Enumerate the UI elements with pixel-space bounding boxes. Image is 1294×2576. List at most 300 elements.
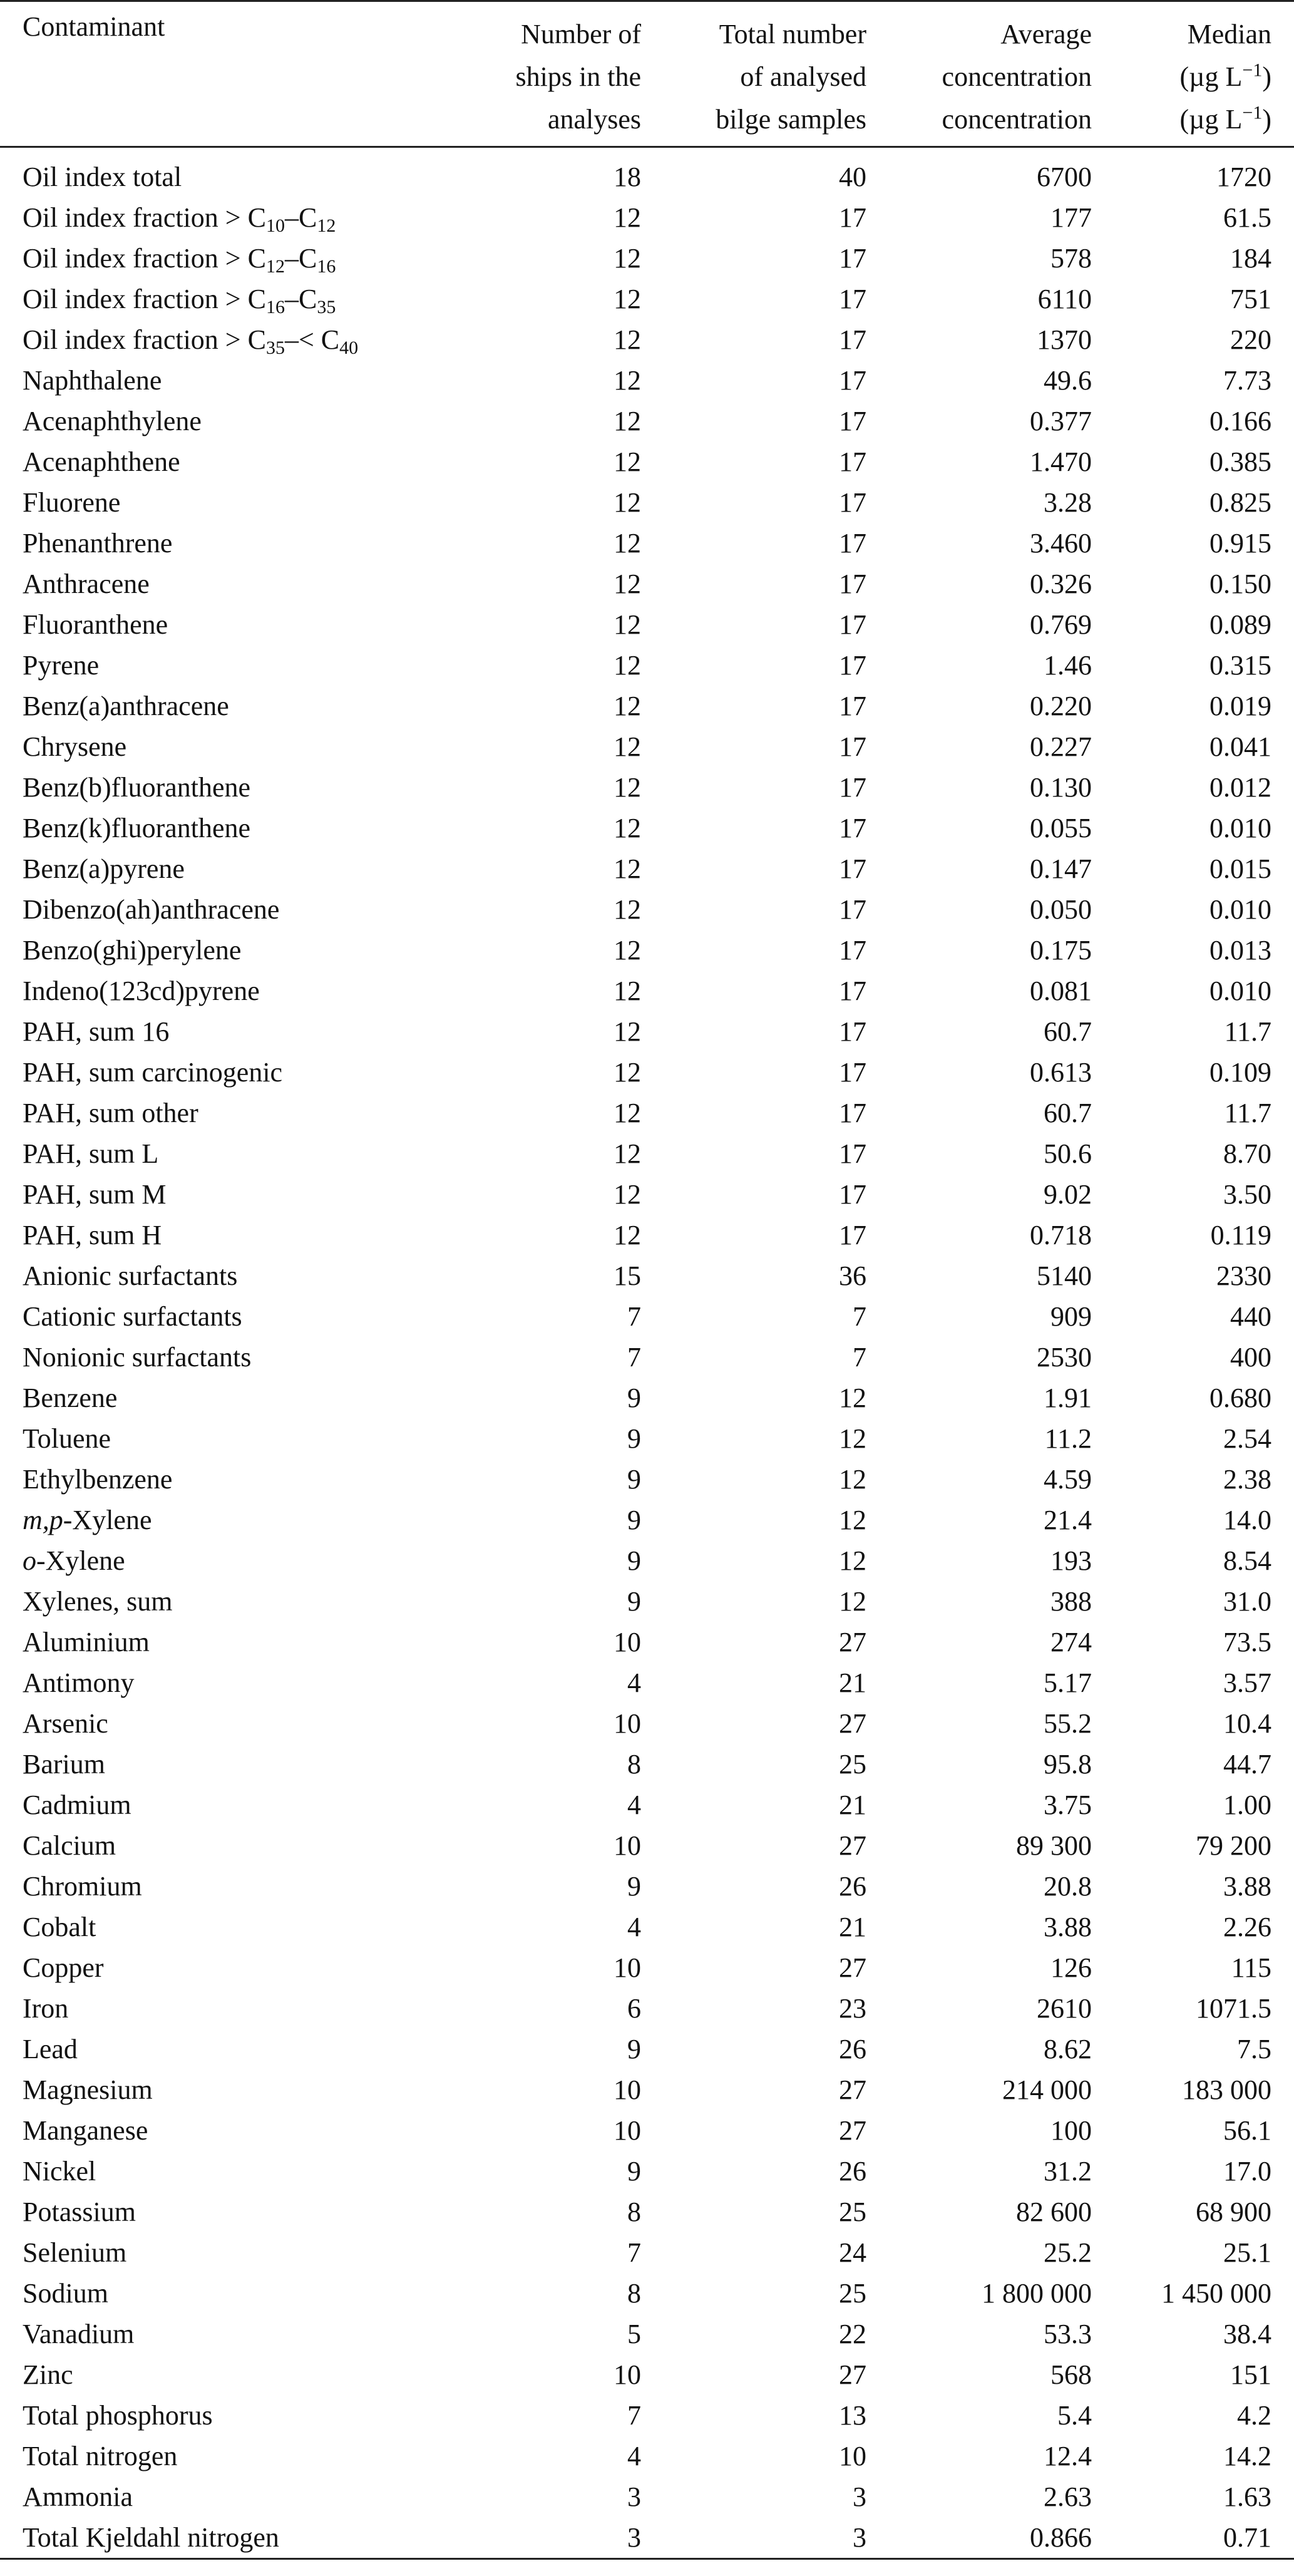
contaminant-cell: Calcium bbox=[23, 1830, 116, 1861]
ships-cell: 4 bbox=[627, 1911, 641, 1942]
contaminant-cell: Nonionic surfactants bbox=[23, 1341, 252, 1373]
table-row bbox=[0, 971, 1294, 1011]
average-cell: 8.62 bbox=[1044, 2033, 1092, 2064]
median-cell: 0.010 bbox=[1209, 975, 1271, 1006]
samples-cell: 17 bbox=[839, 649, 866, 681]
average-cell: 82 600 bbox=[1016, 2196, 1092, 2227]
average-cell: 53.3 bbox=[1044, 2318, 1092, 2349]
average-cell: 0.769 bbox=[1030, 609, 1092, 640]
header-samples-line-2: of analysed bbox=[740, 61, 866, 92]
samples-cell: 27 bbox=[839, 2359, 866, 2390]
contaminant-cell: Oil index fraction > $C_{16}-C_{35}$ bbox=[23, 283, 336, 317]
ships-cell: 9 bbox=[627, 1585, 641, 1617]
ships-cell: 4 bbox=[627, 2440, 641, 2471]
table-row bbox=[0, 1825, 1294, 1866]
ships-cell: 12 bbox=[614, 1097, 641, 1128]
table-row bbox=[0, 2314, 1294, 2354]
samples-cell: 26 bbox=[839, 2033, 866, 2064]
average-cell: 1.46 bbox=[1044, 649, 1092, 681]
table-row bbox=[0, 401, 1294, 441]
median-cell: 38.4 bbox=[1223, 2318, 1271, 2349]
header-ships-line-3: analyses bbox=[547, 104, 641, 135]
average-cell: 6110 bbox=[1037, 283, 1092, 314]
samples-cell: 27 bbox=[839, 2074, 866, 2105]
table-row bbox=[0, 930, 1294, 971]
ships-cell: 12 bbox=[614, 975, 641, 1006]
table-row bbox=[0, 1866, 1294, 1907]
header-contaminant: Contaminant bbox=[23, 11, 165, 42]
average-cell: 9.02 bbox=[1044, 1178, 1092, 1210]
average-cell: 5140 bbox=[1037, 1260, 1092, 1291]
ships-cell: 12 bbox=[614, 364, 641, 396]
samples-cell: 27 bbox=[839, 1708, 866, 1739]
median-cell: 4.2 bbox=[1237, 2399, 1271, 2431]
contaminant-cell: m,p-Xylene bbox=[23, 1504, 152, 1535]
contaminant-cell: Anionic surfactants bbox=[23, 1260, 238, 1291]
samples-cell: 13 bbox=[839, 2399, 866, 2431]
samples-cell: 21 bbox=[839, 1911, 866, 1942]
average-cell: 3.28 bbox=[1044, 487, 1092, 518]
ships-cell: 12 bbox=[614, 894, 641, 925]
average-cell: 3.88 bbox=[1044, 1911, 1092, 1942]
median-cell: 0.019 bbox=[1209, 690, 1271, 721]
average-cell: 2610 bbox=[1037, 1992, 1092, 2024]
median-cell: 0.010 bbox=[1209, 894, 1271, 925]
table-row bbox=[0, 279, 1294, 319]
median-cell: 0.71 bbox=[1223, 2522, 1271, 2553]
contaminant-cell: o-Xylene bbox=[23, 1545, 125, 1576]
table-row bbox=[0, 2354, 1294, 2395]
average-cell: 3.460 bbox=[1030, 527, 1092, 559]
header-median-line-2: (µg $L^{-1}$) bbox=[1179, 59, 1271, 92]
ships-cell: 12 bbox=[614, 853, 641, 884]
contaminant-cell: Potassium bbox=[23, 2196, 136, 2227]
median-cell: 10.4 bbox=[1223, 1708, 1271, 1739]
samples-cell: 12 bbox=[839, 1423, 866, 1454]
table-row bbox=[0, 767, 1294, 808]
ships-cell: 12 bbox=[614, 1138, 641, 1169]
table-row bbox=[0, 482, 1294, 523]
samples-cell: 12 bbox=[839, 1463, 866, 1495]
average-cell: 2.63 bbox=[1044, 2481, 1092, 2512]
average-cell: 177 bbox=[1050, 202, 1092, 233]
samples-cell: 26 bbox=[839, 1870, 866, 1902]
ships-cell: 10 bbox=[614, 1708, 641, 1739]
ships-cell: 4 bbox=[627, 1667, 641, 1698]
ships-cell: 12 bbox=[614, 283, 641, 314]
average-cell: 0.055 bbox=[1030, 812, 1092, 843]
median-cell: 0.015 bbox=[1209, 853, 1271, 884]
contaminant-cell: Fluoranthene bbox=[23, 609, 168, 640]
table-row bbox=[0, 1296, 1294, 1337]
contaminant-cell: Fluorene bbox=[23, 487, 121, 518]
table-row bbox=[0, 1581, 1294, 1622]
samples-cell: 17 bbox=[839, 568, 866, 599]
ships-cell: 18 bbox=[614, 161, 641, 192]
header-median-line-3: (µg $L^{-1}$) bbox=[1179, 102, 1271, 135]
table-row bbox=[0, 604, 1294, 645]
samples-cell: 17 bbox=[839, 446, 866, 477]
table-row bbox=[0, 1622, 1294, 1662]
samples-cell: 27 bbox=[839, 2115, 866, 2146]
average-cell: 25.2 bbox=[1044, 2237, 1092, 2268]
samples-cell: 24 bbox=[839, 2237, 866, 2268]
ships-cell: 12 bbox=[614, 1219, 641, 1250]
table-row bbox=[0, 1662, 1294, 1703]
contaminant-cell: Total Kjeldahl nitrogen bbox=[23, 2522, 279, 2553]
table-row bbox=[0, 360, 1294, 401]
header-average-line-3: concentration bbox=[942, 104, 1092, 135]
table-row bbox=[0, 2232, 1294, 2273]
contaminant-cell: Toluene bbox=[23, 1423, 111, 1454]
samples-cell: 17 bbox=[839, 812, 866, 843]
ships-cell: 12 bbox=[614, 242, 641, 274]
samples-cell: 25 bbox=[839, 1748, 866, 1780]
header-average-line-1: Average bbox=[1000, 19, 1092, 49]
table-row bbox=[0, 2395, 1294, 2436]
samples-cell: 17 bbox=[839, 1097, 866, 1128]
samples-cell: 10 bbox=[839, 2440, 866, 2471]
median-cell: 3.88 bbox=[1223, 1870, 1271, 1902]
median-cell: 0.150 bbox=[1209, 568, 1271, 599]
samples-cell: 17 bbox=[839, 894, 866, 925]
samples-cell: 27 bbox=[839, 1830, 866, 1861]
average-cell: 568 bbox=[1050, 2359, 1092, 2390]
contaminant-cell: PAH, sum carcinogenic bbox=[23, 1056, 283, 1088]
contaminant-cell: Pyrene bbox=[23, 649, 100, 681]
table-row bbox=[0, 1744, 1294, 1785]
average-cell: 6700 bbox=[1037, 161, 1092, 192]
contaminant-cell: Zinc bbox=[23, 2359, 73, 2390]
contaminant-cell: Phenanthrene bbox=[23, 527, 173, 559]
table-row bbox=[0, 197, 1294, 238]
header-ships-line-1: Number of bbox=[521, 19, 641, 49]
samples-cell: 3 bbox=[853, 2522, 866, 2553]
median-cell: 115 bbox=[1231, 1952, 1271, 1983]
contaminant-cell: Selenium bbox=[23, 2237, 127, 2268]
median-cell: 8.70 bbox=[1223, 1138, 1271, 1169]
table-row bbox=[0, 1703, 1294, 1744]
header-samples-line-1: Total number bbox=[719, 19, 866, 49]
median-cell: 0.109 bbox=[1209, 1056, 1271, 1088]
ships-cell: 7 bbox=[627, 1301, 641, 1332]
average-cell: 193 bbox=[1050, 1545, 1092, 1576]
contaminant-cell: PAH, sum L bbox=[23, 1138, 159, 1169]
average-cell: 0.220 bbox=[1030, 690, 1092, 721]
ships-cell: 10 bbox=[614, 2359, 641, 2390]
table-row bbox=[0, 1337, 1294, 1378]
contaminant-cell: Acenaphthene bbox=[23, 446, 180, 477]
median-cell: 3.57 bbox=[1223, 1667, 1271, 1698]
samples-cell: 17 bbox=[839, 690, 866, 721]
ships-cell: 9 bbox=[627, 1463, 641, 1495]
average-cell: 0.175 bbox=[1030, 934, 1092, 966]
ships-cell: 12 bbox=[614, 609, 641, 640]
table-row bbox=[0, 1418, 1294, 1459]
samples-cell: 17 bbox=[839, 1138, 866, 1169]
contaminant-cell: Benzo(ghi)perylene bbox=[23, 934, 242, 966]
table-row bbox=[0, 1052, 1294, 1093]
median-cell: 8.54 bbox=[1223, 1545, 1271, 1576]
samples-cell: 17 bbox=[839, 487, 866, 518]
samples-cell: 17 bbox=[839, 283, 866, 314]
average-cell: 89 300 bbox=[1016, 1830, 1092, 1861]
ships-cell: 8 bbox=[627, 2196, 641, 2227]
median-cell: 1.00 bbox=[1223, 1789, 1271, 1820]
average-cell: 0.866 bbox=[1030, 2522, 1092, 2553]
contaminant-cell: Aluminium bbox=[23, 1626, 150, 1657]
contaminant-cell: Iron bbox=[23, 1992, 69, 2024]
table-row bbox=[0, 1500, 1294, 1540]
contaminant-cell: Sodium bbox=[23, 2277, 108, 2309]
average-cell: 0.227 bbox=[1030, 731, 1092, 762]
ships-cell: 4 bbox=[627, 1789, 641, 1820]
ships-cell: 7 bbox=[627, 2237, 641, 2268]
median-cell: 31.0 bbox=[1223, 1585, 1271, 1617]
table-row bbox=[0, 1215, 1294, 1255]
table-row bbox=[0, 1378, 1294, 1418]
ships-cell: 3 bbox=[627, 2481, 641, 2512]
contaminant-cell: Acenaphthylene bbox=[23, 405, 202, 436]
contaminant-cell: Cadmium bbox=[23, 1789, 131, 1820]
median-cell: 14.0 bbox=[1223, 1504, 1271, 1535]
spacer-row bbox=[0, 147, 1294, 157]
average-cell: 5.17 bbox=[1044, 1667, 1092, 1698]
table-row bbox=[0, 1174, 1294, 1215]
table-row bbox=[0, 2273, 1294, 2314]
median-cell: 73.5 bbox=[1223, 1626, 1271, 1657]
contaminant-cell: Barium bbox=[23, 1748, 105, 1780]
header-average-line-2: concentration bbox=[942, 61, 1092, 92]
ships-cell: 12 bbox=[614, 446, 641, 477]
ships-cell: 12 bbox=[614, 527, 641, 559]
median-cell: 220 bbox=[1230, 324, 1271, 355]
median-cell: 2.54 bbox=[1223, 1423, 1271, 1454]
ships-cell: 12 bbox=[614, 568, 641, 599]
average-cell: 1 800 000 bbox=[982, 2277, 1092, 2309]
ships-cell: 7 bbox=[627, 2399, 641, 2431]
average-cell: 0.081 bbox=[1030, 975, 1092, 1006]
ships-cell: 10 bbox=[614, 1830, 641, 1861]
ships-cell: 5 bbox=[627, 2318, 641, 2349]
samples-cell: 17 bbox=[839, 853, 866, 884]
average-cell: 11.2 bbox=[1044, 1423, 1092, 1454]
table-row bbox=[0, 1011, 1294, 1052]
spacer-cell bbox=[0, 147, 1294, 157]
contaminant-cell: Benz(a)pyrene bbox=[23, 853, 185, 884]
ships-cell: 12 bbox=[614, 324, 641, 355]
average-cell: 0.718 bbox=[1030, 1219, 1092, 1250]
header-samples-line-3: bilge samples bbox=[716, 104, 866, 135]
average-cell: 578 bbox=[1050, 242, 1092, 274]
samples-cell: 17 bbox=[839, 1219, 866, 1250]
average-cell: 50.6 bbox=[1044, 1138, 1092, 1169]
median-cell: 0.680 bbox=[1209, 1382, 1271, 1413]
samples-cell: 26 bbox=[839, 2155, 866, 2187]
median-cell: 1 450 000 bbox=[1161, 2277, 1271, 2309]
table-row bbox=[0, 686, 1294, 726]
samples-cell: 17 bbox=[839, 771, 866, 803]
median-cell: 14.2 bbox=[1223, 2440, 1271, 2471]
average-cell: 0.050 bbox=[1030, 894, 1092, 925]
table-row bbox=[0, 1540, 1294, 1581]
ships-cell: 12 bbox=[614, 812, 641, 843]
ships-cell: 12 bbox=[614, 202, 641, 233]
table-row bbox=[0, 889, 1294, 930]
contaminant-cell: Benz(k)fluoranthene bbox=[23, 812, 251, 843]
median-cell: 0.825 bbox=[1209, 487, 1271, 518]
samples-cell: 17 bbox=[839, 405, 866, 436]
samples-cell: 7 bbox=[853, 1301, 866, 1332]
table-row bbox=[0, 2069, 1294, 2110]
contaminant-cell: Indeno(123cd)pyrene bbox=[23, 975, 260, 1006]
median-cell: 56.1 bbox=[1223, 2115, 1271, 2146]
average-cell: 1370 bbox=[1037, 324, 1092, 355]
table-row bbox=[0, 2476, 1294, 2517]
table-row bbox=[0, 319, 1294, 360]
ships-cell: 6 bbox=[627, 1992, 641, 2024]
contaminant-cell: Benz(b)fluoranthene bbox=[23, 771, 251, 803]
median-cell: 0.010 bbox=[1209, 812, 1271, 843]
samples-cell: 12 bbox=[839, 1504, 866, 1535]
header-median bbox=[1114, 1, 1294, 147]
header-ships-line-2: ships in the bbox=[515, 61, 641, 92]
ships-cell: 7 bbox=[627, 1341, 641, 1373]
ships-cell: 12 bbox=[614, 771, 641, 803]
table-row bbox=[0, 1785, 1294, 1825]
samples-cell: 23 bbox=[839, 1992, 866, 2024]
ships-cell: 10 bbox=[614, 2115, 641, 2146]
table-row bbox=[0, 1255, 1294, 1296]
contaminant-cell: Chrysene bbox=[23, 731, 127, 762]
table-row bbox=[0, 1907, 1294, 1947]
contaminant-cell: Manganese bbox=[23, 2115, 148, 2146]
contaminant-cell: Lead bbox=[23, 2033, 78, 2064]
average-cell: 3.75 bbox=[1044, 1789, 1092, 1820]
contaminant-cell: Chromium bbox=[23, 1870, 142, 1902]
median-cell: 7.73 bbox=[1223, 364, 1271, 396]
average-cell: 1.470 bbox=[1030, 446, 1092, 477]
samples-cell: 17 bbox=[839, 324, 866, 355]
average-cell: 0.326 bbox=[1030, 568, 1092, 599]
contaminant-cell: PAH, sum 16 bbox=[23, 1016, 170, 1047]
table-row bbox=[0, 2110, 1294, 2151]
ships-cell: 9 bbox=[627, 2155, 641, 2187]
table-row bbox=[0, 523, 1294, 564]
ships-cell: 9 bbox=[627, 2033, 641, 2064]
contaminant-cell: Oil index total bbox=[23, 161, 182, 192]
median-cell: 61.5 bbox=[1223, 202, 1271, 233]
table-row bbox=[0, 1093, 1294, 1133]
median-cell: 151 bbox=[1230, 2359, 1271, 2390]
contaminant-cell: Arsenic bbox=[23, 1708, 108, 1739]
ships-cell: 12 bbox=[614, 649, 641, 681]
samples-cell: 40 bbox=[839, 161, 866, 192]
ships-cell: 12 bbox=[614, 1016, 641, 1047]
median-cell: 3.50 bbox=[1223, 1178, 1271, 1210]
ships-cell: 12 bbox=[614, 1178, 641, 1210]
table-row bbox=[0, 848, 1294, 889]
table-row bbox=[0, 645, 1294, 686]
median-cell: 68 900 bbox=[1196, 2196, 1271, 2227]
samples-cell: 17 bbox=[839, 934, 866, 966]
contaminant-cell: Benzene bbox=[23, 1382, 118, 1413]
samples-cell: 21 bbox=[839, 1789, 866, 1820]
median-cell: 2.26 bbox=[1223, 1911, 1271, 1942]
median-cell: 183 000 bbox=[1182, 2074, 1271, 2105]
average-cell: 0.613 bbox=[1030, 1056, 1092, 1088]
average-cell: 388 bbox=[1050, 1585, 1092, 1617]
median-cell: 0.315 bbox=[1209, 649, 1271, 681]
ships-cell: 12 bbox=[614, 731, 641, 762]
median-cell: 0.013 bbox=[1209, 934, 1271, 966]
average-cell: 21.4 bbox=[1044, 1504, 1092, 1535]
samples-cell: 7 bbox=[853, 1341, 866, 1373]
samples-cell: 21 bbox=[839, 1667, 866, 1698]
samples-cell: 17 bbox=[839, 1178, 866, 1210]
average-cell: 909 bbox=[1050, 1301, 1092, 1332]
contaminant-cell: Oil index fraction > $C_{10}-C_{12}$ bbox=[23, 202, 336, 236]
contaminant-cell: Dibenzo(ah)anthracene bbox=[23, 894, 280, 925]
median-cell: 0.041 bbox=[1209, 731, 1271, 762]
contaminant-cell: Vanadium bbox=[23, 2318, 135, 2349]
average-cell: 95.8 bbox=[1044, 1748, 1092, 1780]
ships-cell: 9 bbox=[627, 1423, 641, 1454]
contaminant-cell: Oil index fraction > $C_{35}-< C_{40}$ bbox=[23, 324, 359, 358]
header-average bbox=[889, 1, 1114, 147]
samples-cell: 27 bbox=[839, 1952, 866, 1983]
table-row bbox=[0, 238, 1294, 279]
ships-cell: 12 bbox=[614, 690, 641, 721]
table-row bbox=[0, 808, 1294, 848]
ships-cell: 12 bbox=[614, 405, 641, 436]
samples-cell: 12 bbox=[839, 1545, 866, 1576]
samples-cell: 17 bbox=[839, 731, 866, 762]
table-row bbox=[0, 1947, 1294, 1988]
median-cell: 2330 bbox=[1216, 1260, 1271, 1291]
median-cell: 0.385 bbox=[1209, 446, 1271, 477]
table-row bbox=[0, 1133, 1294, 1174]
table-row bbox=[0, 2192, 1294, 2232]
ships-cell: 12 bbox=[614, 1056, 641, 1088]
median-cell: 11.7 bbox=[1224, 1097, 1271, 1128]
average-cell: 0.377 bbox=[1030, 405, 1092, 436]
median-cell: 1720 bbox=[1216, 161, 1271, 192]
average-cell: 274 bbox=[1050, 1626, 1092, 1657]
table-row bbox=[0, 2029, 1294, 2069]
average-cell: 5.4 bbox=[1057, 2399, 1092, 2431]
samples-cell: 17 bbox=[839, 364, 866, 396]
median-cell: 184 bbox=[1230, 242, 1271, 274]
ships-cell: 9 bbox=[627, 1504, 641, 1535]
contaminant-cell: Oil index fraction > $C_{12}-C_{16}$ bbox=[23, 242, 336, 277]
average-cell: 60.7 bbox=[1044, 1016, 1092, 1047]
samples-cell: 3 bbox=[853, 2481, 866, 2512]
samples-cell: 17 bbox=[839, 1016, 866, 1047]
samples-cell: 27 bbox=[839, 1626, 866, 1657]
samples-cell: 17 bbox=[839, 527, 866, 559]
contaminant-cell: Magnesium bbox=[23, 2074, 153, 2105]
average-cell: 2530 bbox=[1037, 1341, 1092, 1373]
header-ships bbox=[476, 1, 664, 147]
median-cell: 79 200 bbox=[1196, 1830, 1271, 1861]
samples-cell: 25 bbox=[839, 2196, 866, 2227]
average-cell: 31.2 bbox=[1044, 2155, 1092, 2187]
average-cell: 4.59 bbox=[1044, 1463, 1092, 1495]
table-row bbox=[0, 2436, 1294, 2476]
average-cell: 0.147 bbox=[1030, 853, 1092, 884]
samples-cell: 17 bbox=[839, 1056, 866, 1088]
